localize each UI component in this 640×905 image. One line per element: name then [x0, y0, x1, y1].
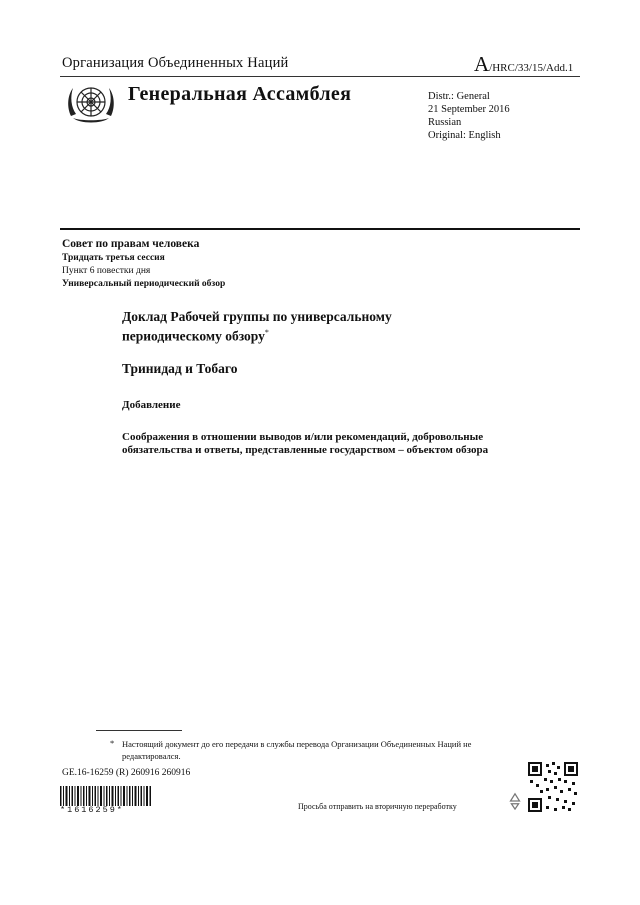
assembly-title: Генеральная Ассамблея	[128, 83, 352, 105]
symbol-letter: A	[474, 52, 490, 76]
agenda-item: Пункт 6 повестки дня	[62, 266, 151, 276]
recycle-note: Просьба отправить на вторичную переработку	[298, 802, 457, 811]
country-title: Тринидад и Тобаго	[122, 361, 238, 376]
distr-line: Distr.: General	[428, 91, 490, 102]
views-heading: Соображения в отношении выводов и/или рекомендаций, добровольные обязательства и ответы, представленные государством – объектом обзора	[122, 431, 489, 456]
session-name: Тридцать третья сессия	[62, 253, 165, 263]
report-title	[122, 309, 482, 345]
footnote-rule	[96, 730, 182, 731]
barcode-icon	[60, 786, 152, 806]
job-number: GE.16-16259 (R) 260916 260916	[62, 768, 191, 778]
document-symbol	[474, 52, 573, 77]
footnote-text: Настоящий документ до его передачи в службы перевода Организации Объединенных Наций не редактировался.	[122, 739, 472, 761]
footnote-marker: *	[264, 328, 269, 337]
distribution-block	[428, 90, 510, 142]
language-line: Russian	[428, 117, 462, 128]
original-line: Original: English	[428, 130, 501, 141]
thick-rule	[60, 228, 580, 230]
qr-code-icon	[528, 762, 578, 812]
un-emblem-icon	[64, 82, 118, 128]
date-line: 21 September 2016	[428, 104, 510, 115]
review-name: Универсальный периодический обзор	[62, 279, 226, 289]
header-rule	[60, 76, 580, 77]
organization-name: Организация Объединенных Наций	[62, 55, 289, 71]
footnote-mark: *	[110, 738, 115, 748]
council-name: Совет по правам человека	[62, 238, 200, 250]
recycle-icon	[506, 792, 524, 810]
symbol-rest: /HRC/33/15/Add.1	[489, 62, 574, 74]
report-title-text: Доклад Рабочей группы по универсальному периодическому обзору	[122, 309, 392, 344]
barcode-number: *1616259*	[60, 805, 124, 815]
addendum-label: Добавление	[122, 399, 181, 411]
